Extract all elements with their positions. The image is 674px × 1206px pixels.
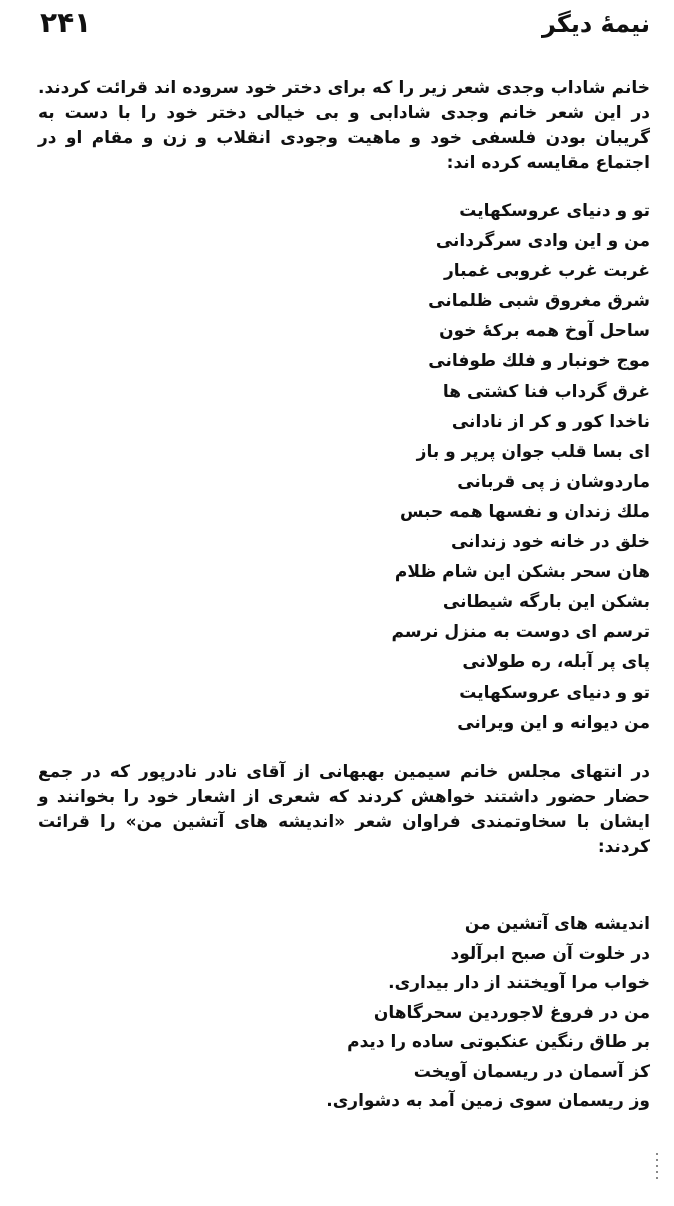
poem-line: اندیشه های آتشین من (464, 914, 650, 934)
poem-fiery-thoughts (326, 910, 650, 1117)
poem-line: غرق گرداب فنا کشتی ها (442, 381, 650, 402)
poem-line: هان سحر بشکن این شام ظلام (394, 562, 650, 583)
poem-line: تو و دنیای عروسکهایت (459, 682, 650, 703)
poem-line: ناخدا کور و کر از نادانی (451, 411, 650, 432)
poem-line: من دیوانه و این ویرانی (457, 712, 650, 733)
poem-line: ترسم ای دوست به منزل نرسم (391, 622, 650, 643)
poem-line: من و این وادی سرگردانی (435, 231, 650, 252)
poem-line: بر طاق رنگین عنکبوتی ساده را دیدم (347, 1032, 650, 1052)
poem-line: پای پر آبله، ره طولانی (462, 652, 650, 673)
poem-line: غربت غرب غروبی غمبار (443, 261, 650, 282)
poem-line: من در فروغ لاجوردین سحرگاهان (373, 1002, 650, 1023)
poem-line: خواب مرا آویختند از دار بیداری. (388, 973, 650, 993)
poem-line: خلق در خانه خود زندانی (450, 532, 650, 553)
poem-line: ساحل آوخ همه برکهٔ خون (439, 321, 650, 342)
page-edge-marks (654, 1150, 660, 1200)
intro-paragraph: خانم شاداب وجدی شعر زیر را که برای دختر خود سروده اند قرائت کردند. در این شعر خانم وجدی شادابی و بی خیالی دختر خود را با دست به گریبان بودن فلسفی خود و ماهیت وجودی انقلاب و زن و مقام او در اجتماع مقایسه کرده اند: (38, 78, 650, 173)
page-number: ۲۴۱ (40, 6, 92, 39)
second-paragraph: در انتهای مجلس خانم سیمین بهبهانی از آقای نادر نادرپور که در جمع حضار حضور داشتند خواهش کردند که شعری از اشعار خود را بخوانند و ایشان با سخاوتمندی فراوان شعر «اندیشه های آتشین من» را قرائت کردند: (38, 762, 650, 857)
poem-line: وز ریسمان سوی زمین آمد به دشواری. (326, 1091, 650, 1111)
poem-line: ای بسا قلب جوان پرپر و باز (416, 441, 650, 462)
poem-line: بشکن این بارگه شیطانی (442, 592, 650, 613)
poem-line: کز آسمان در ریسمان آویخت (413, 1061, 650, 1082)
poem-daughter (391, 196, 650, 738)
poem-line: ماردوشان ز پی قربانی (457, 471, 650, 492)
poem-line: شرق مغروق شبی ظلمانی (428, 291, 650, 312)
poem-line: موج خونبار و فلك طوفانی (428, 351, 650, 372)
poem-line: تو و دنیای عروسکهایت (459, 201, 650, 221)
poem-line: ملك زندان و نفسها همه حبس (399, 501, 650, 522)
page-header (40, 6, 650, 46)
poem-line: در خلوت آن صبح ابرآلود (450, 943, 650, 964)
running-title: نیمهٔ دیگر (541, 10, 650, 38)
